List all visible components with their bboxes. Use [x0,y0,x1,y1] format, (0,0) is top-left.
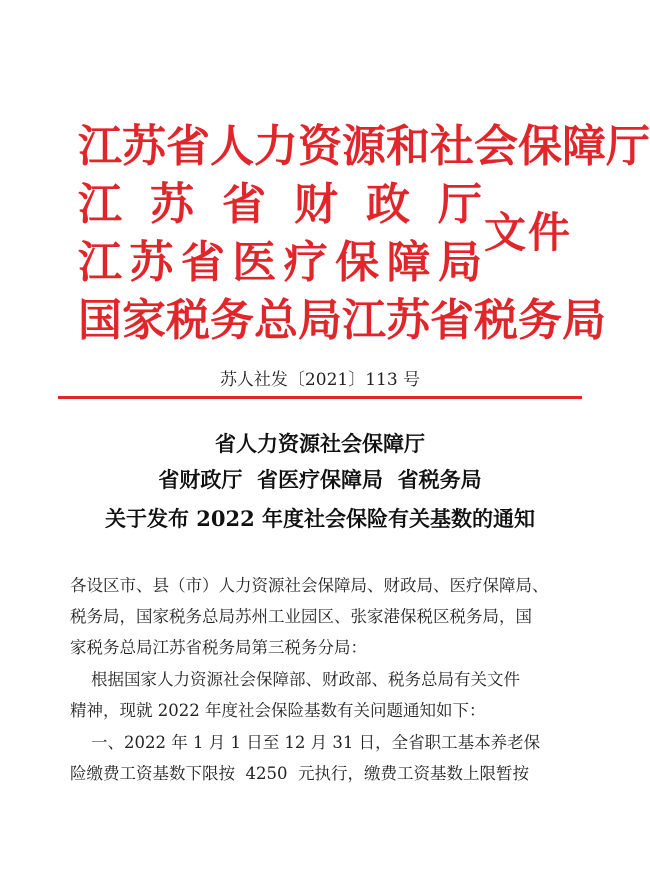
issuer-char: 家 [122,295,166,346]
issuer-char: 江 [78,121,122,172]
issuer-char: 省 [222,179,266,230]
title-line-3: 关于发布 2022 年度社会保险有关基数的通知 [104,506,536,531]
body-line: 精神，现就 2022 年度社会保险基数有关问题通知如下： [70,701,486,720]
body-line: 各设区市、县（市）人力资源社会保障局、财政局、医疗保障局、 [70,576,549,595]
issuer-char: 力 [254,121,298,172]
red-divider [58,396,582,399]
issuer-char: 江 [78,179,122,230]
body-line: 一、2022 年 1 月 1 日至 12 月 31 日，全省职工基本养老保 [70,733,541,752]
issuer-line [78,118,650,176]
issuer-char: 税 [166,295,210,346]
issuer-char: 省 [430,295,474,346]
issuer-char: 苏 [150,179,194,230]
title-line-2: 省财政厅 省医疗保障局 省税务局 [158,467,482,492]
issuer-char: 务 [210,295,254,346]
issuer-char: 政 [366,179,410,230]
issuer-char: 会 [474,121,518,172]
body-line: 税务局，国家税务总局苏州工业园区、张家港保税区税务局，国 [70,607,532,626]
issuer-char: 苏 [129,237,174,288]
issuer-char: 省 [166,121,210,172]
issuer-char: 社 [430,121,474,172]
document-number: 苏人社发〔2021〕113 号 [219,370,421,390]
issuer-char: 资 [298,121,342,172]
issuer-char: 税 [474,295,518,346]
issuer-char: 苏 [386,295,430,346]
issuer-char: 江 [78,237,122,288]
issuer-char: 障 [386,237,431,288]
issuer-char: 疗 [283,237,328,288]
issuer-char: 务 [518,295,562,346]
title-line-1: 省人力资源社会保障厅 [215,431,425,456]
body-line: 家税务总局江苏省税务局第三税务分局： [70,638,367,657]
issuer-char: 财 [294,179,338,230]
issuer-char: 局 [562,295,606,346]
issuer-char: 医 [232,237,277,288]
issuer-char: 厅 [438,179,482,230]
issuer-char: 人 [210,121,254,172]
issuer-char: 局 [298,295,342,346]
issuer-char: 苏 [122,121,166,172]
issuer-char: 厅 [606,121,650,172]
issuer-char: 局 [437,237,482,288]
issuer-line [78,234,482,292]
issuer-char: 国 [78,295,122,346]
body-line: 险缴费工资基数下限按 4250 元执行，缴费工资基数上限暂按 [70,764,529,783]
issuer-char: 障 [562,121,606,172]
issuer-char: 和 [386,121,430,172]
issuer-char: 保 [335,237,380,288]
issuer-line [78,176,482,234]
issuer-line [78,292,606,350]
issuer-char: 保 [518,121,562,172]
issuer-char: 省 [180,237,225,288]
issuer-char: 总 [254,295,298,346]
body-line: 根据国家人力资源社会保障部、财政部、税务总局有关文件 [70,670,520,689]
issuer-char: 源 [342,121,386,172]
issuer-char: 江 [342,295,386,346]
file-label: 文件 [484,208,573,257]
